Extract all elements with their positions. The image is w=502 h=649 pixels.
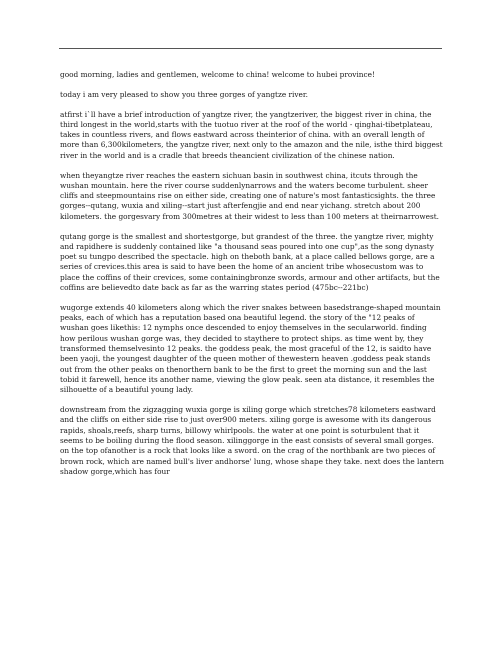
document-body bbox=[60, 70, 444, 487]
header-rule bbox=[59, 48, 442, 49]
paragraph-three-gorges: when theyangtze river reaches the eastern sichuan basin in southwest china, itcuts through the wushan mountain. here the river course suddenlynarrows and the waters become turbulent. sheer cliffs and steepmountains rise on either side, creating one of nature's most fantasticsights. the three gorges--qutang, wuxia and xiling--start just afterfengjie and end near yichang. stretch about 200 kilometers. the gorgesvary from 300metres at their widest to less than 100 meters at theirnarrowest. bbox=[60, 170, 440, 221]
paragraph-greeting: good morning, ladies and gentlemen, welcome to china! welcome to hubei province! bbox=[60, 70, 375, 79]
paragraph-yangtze-overview: atfirst i`ll have a brief introduction of yangtze river, the yangtzeriver, the biggest river in china, the third longest in the world,starts with the tuotuo river at the roof of the world - qinghai-tibetplateau, takes in countless rivers, and flows eastward across theinterior of china. with an overall length of more than 6,300kilometers, the yangtze river, next only to the amazon and the nile, isthe third biggest river in the world and is a cradle that breeds theancient civilization of the chinese nation. bbox=[60, 109, 443, 160]
paragraph-qutang-gorge: qutang gorge is the smallest and shortestgorge, but grandest of the three. the yangtze river, mighty and rapidhere is suddenly contained like "a thousand seas poured into one cup",as the song dynasty poet su tungpo described the spectacle. high on theboth bank, at a place called bellows gorge, are a series of crevices.this area is said to have been the home of an ancient tribe whosecustom was to place the coffins of their crevices, some containingbronze swords, armour and other artifacts, but the coffins are believedto date back as far as the warring states period (475bc--221bc) bbox=[60, 231, 440, 293]
paragraph-wu-gorge: wugorge extends 40 kilometers along which the river snakes between basedstrange-shaped mountain peaks, each of which has a reputation based ona beautiful legend. the story of the "12 peaks of wushan goes likethis: 12 nymphs once descended to enjoy themselves in the secularworld. finding how perilous wushan gorge was, they decided to staythere to protect ships. as time went by, they transformed themselvesinto 12 peaks. the goddess peak, the most graceful of the 12, is saidto have been yaoji, the youngest daughter of the queen mother of thewestern heaven .goddess peak stands out from the other peaks on thenorthern bank to be the first to greet the morning sun and the last tobid it farewell, hence its another name, viewing the glow peak. seen ata distance, it resembles the silhouette of a beautiful young lady. bbox=[60, 302, 441, 395]
paragraph-xiling-gorge: downstream from the zigzagging wuxia gorge is xiling gorge which stretches78 kilometers eastward and the cliffs on either side rise to just over900 meters. xiling gorge is awesome with its dangerous rapids, shoals,reefs, sharp turns, billowy whirlpools. the water at one point is soturbulent that it seems to be boiling during the flood season. xilinggorge in the east consists of several small gorges. on the top ofanother is a rock that looks like a sword. on the crag of the northbank are two pieces of brown rock, which are named bull's liver andhorse' lung, whose shape they take. next does the lantern shadow gorge,which has four bbox=[60, 405, 444, 476]
paragraph-intro: today i am very pleased to show you three gorges of yangtze river. bbox=[60, 89, 308, 99]
